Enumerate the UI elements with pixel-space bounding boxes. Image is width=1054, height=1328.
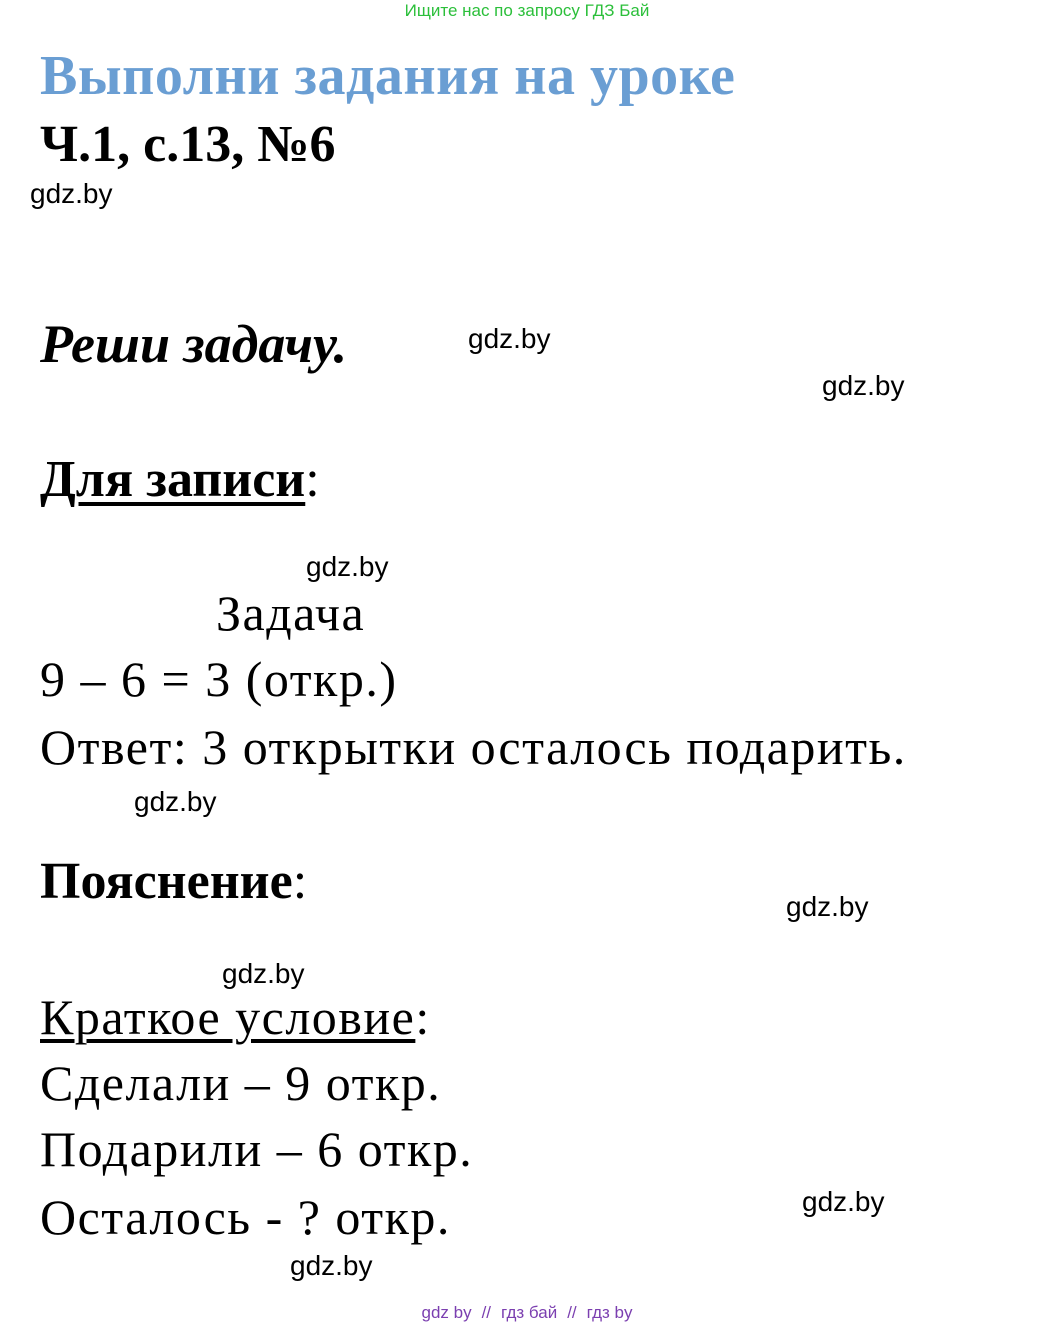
record-heading	[40, 450, 320, 510]
watermark: gdz.by	[468, 323, 551, 354]
watermark: gdz.by	[802, 1186, 885, 1217]
equation: 9 – 6 = 3 (откр.)	[40, 651, 398, 707]
top-banner: Ищите нас по запросу ГДЗ Бай	[404, 1, 650, 20]
watermark: gdz.by	[30, 178, 113, 209]
condition-line: Сделали – 9 откр.	[40, 1055, 442, 1111]
page-title: Выполни задания на уроке	[40, 45, 736, 107]
watermark: gdz.by	[134, 786, 217, 817]
footer-link[interactable]: гдз by	[586, 1303, 633, 1322]
record-heading-text: Для записи	[40, 451, 306, 508]
watermark: gdz.by	[786, 891, 869, 922]
short-condition-heading	[40, 988, 431, 1046]
footer-link[interactable]: гдз бай	[501, 1303, 558, 1322]
short-condition-heading-text: Краткое условие	[40, 989, 416, 1045]
short-condition-colon: :	[415, 989, 431, 1045]
explanation-heading-colon: :	[292, 853, 308, 910]
condition-line: Осталось - ? откр.	[40, 1189, 451, 1245]
footer-link[interactable]: gdz by	[421, 1303, 472, 1322]
task-reference: Ч.1, с.13, №6	[40, 116, 336, 173]
watermark: gdz.by	[306, 551, 389, 582]
footer-separator: //	[567, 1303, 577, 1322]
watermark: gdz.by	[222, 958, 305, 989]
answer: Ответ: 3 открытки осталось подарить.	[40, 719, 907, 775]
explanation-heading	[40, 852, 307, 912]
footer-separator: //	[481, 1303, 492, 1322]
task-label: Задача	[216, 585, 366, 641]
footer	[0, 1302, 1054, 1324]
instruction: Реши задачу.	[40, 314, 348, 374]
watermark: gdz.by	[822, 370, 905, 401]
condition-line: Подарили – 6 откр.	[40, 1121, 474, 1177]
record-heading-colon: :	[305, 451, 320, 508]
explanation-heading-text: Пояснение	[40, 853, 293, 910]
watermark: gdz.by	[290, 1250, 373, 1281]
